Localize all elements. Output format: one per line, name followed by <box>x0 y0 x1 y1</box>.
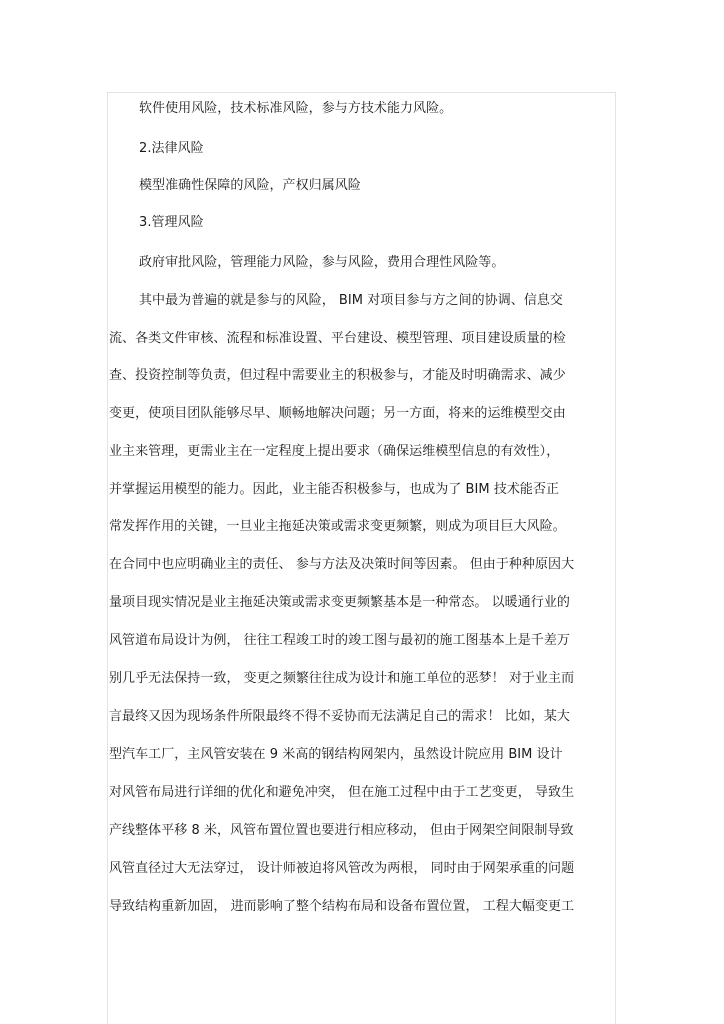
page-border-top <box>107 92 616 93</box>
page-border-right <box>615 92 616 1024</box>
text-line: 流、各类文件审核、流程和标准设置、平台建设、模型管理、项目建设质量的检 <box>109 331 566 346</box>
text-line: 产线整体平移 8 米，风管布置位置也要进行相应移动， 但由于网架空间限制导致 <box>109 823 574 838</box>
text-line: 常发挥作用的关键，一旦业主拖延决策或需求变更频繁，则成为项目巨大风险。 <box>109 519 566 534</box>
text-line: 软件使用风险，技术标准风险，参与方技术能力风险。 <box>139 101 453 116</box>
text-line: 模型准确性保障的风险，产权归属风险 <box>139 178 361 193</box>
text-line: 导致结构重新加固， 进而影响了整个结构布局和设备布置位置， 工程大幅变更工 <box>109 899 575 914</box>
page-border-left <box>107 92 108 1024</box>
text-line: 在合同中也应明确业主的责任、 参与方法及决策时间等因素。 但由于种种原因大 <box>109 557 575 572</box>
text-line: 别几乎无法保持一致， 变更之频繁往往成为设计和施工单位的恶梦！ 对于业主而 <box>109 671 575 686</box>
text-line: 风管道布局设计为例， 往往工程竣工时的竣工图与最初的施工图基本上是千差万 <box>109 633 570 648</box>
section-heading: 2.法律风险 <box>139 141 204 156</box>
text-line: 变更，使项目团队能够尽早、顺畅地解决问题；另一方面，将来的运维模型交由 <box>109 406 566 421</box>
text-line: 业主来管理，更需业主在一定程度上提出要求（确保运维模型信息的有效性）， <box>109 444 560 459</box>
text-line: 并掌握运用模型的能力。因此，业主能否积极参与，也成为了 BIM 技术能否正 <box>109 482 560 497</box>
text-line: 言最终又因为现场条件所限最终不得不妥协而无法满足自己的需求！ 比如，某大 <box>109 709 570 724</box>
text-line: 对风管布局进行详细的优化和避免冲突， 但在施工过程中由于工艺变更， 导致生 <box>109 785 575 800</box>
text-line: 查、投资控制等负责，但过程中需要业主的积极参与，才能及时明确需求、减少 <box>109 368 566 383</box>
text-line: 量项目现实情况是业主拖延决策或需求变更频繁基本是一种常态。 以暖通行业的 <box>109 595 570 610</box>
text-line: 风管直径过大无法穿过， 设计师被迫将风管改为两根， 同时由于网架承重的问题 <box>109 861 575 876</box>
text-line: 其中最为普遍的就是参与的风险， BIM 对项目参与方之间的协调、信息交 <box>139 293 563 308</box>
text-line: 政府审批风险，管理能力风险，参与风险，费用合理性风险等。 <box>139 255 505 270</box>
text-line: 型汽车工厂，主风管安装在 9 米高的钢结构网架内，虽然设计院应用 BIM 设计 <box>109 747 563 762</box>
section-heading: 3.管理风险 <box>139 215 204 230</box>
